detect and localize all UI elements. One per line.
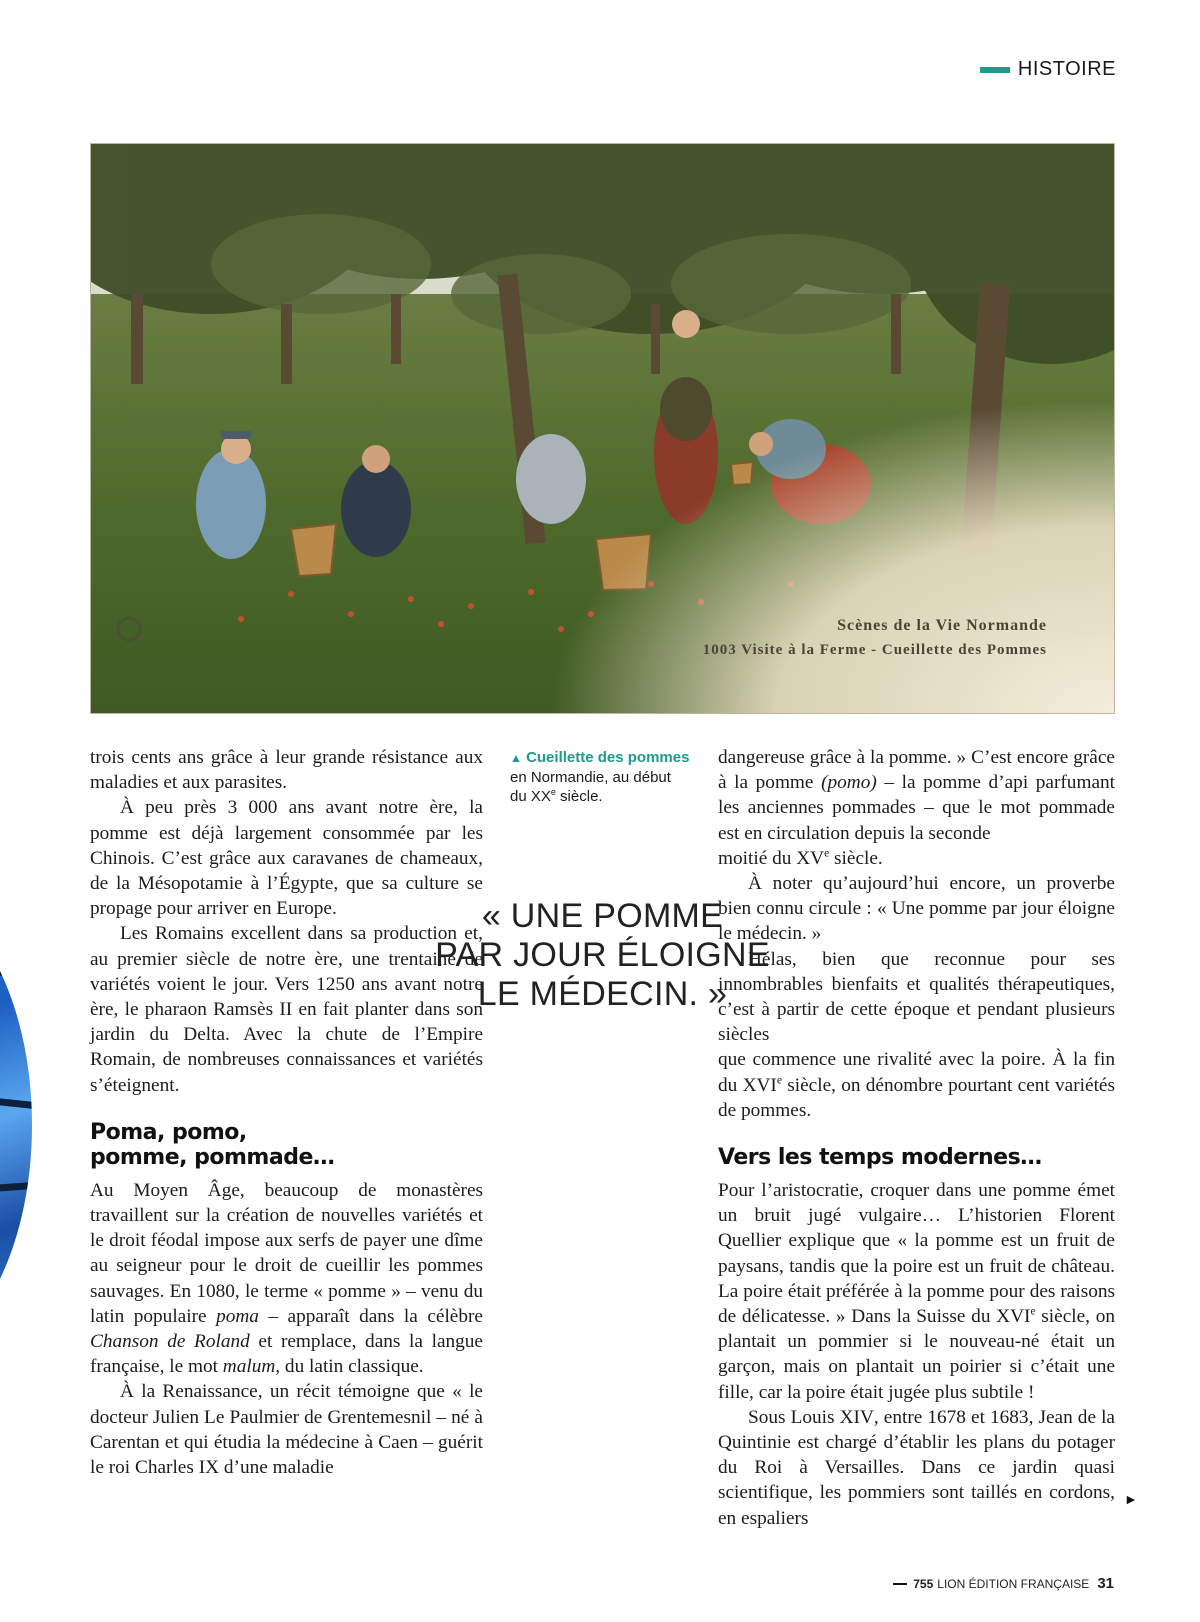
page-footer	[893, 1575, 1114, 1592]
subheading-poma: Poma, pomo, pomme, pommade…	[90, 1119, 335, 1170]
paragraph: Sous Louis XIV, entre 1678 et 1683, Jean de la Quintinie est chargé d’établir les plans du potager du Roi à Versailles. Dans ce jardin quasi scientifique, les pommiers sont taillés en cordons, en espaliers	[718, 1406, 1115, 1529]
page-number: 31	[1097, 1575, 1114, 1592]
caption-line: en Normandie, au début	[510, 769, 671, 786]
photo-caption	[510, 748, 700, 806]
continue-arrow-icon: ►	[1124, 1493, 1138, 1508]
orchard-photo	[90, 143, 1115, 714]
article-right-column	[718, 745, 1115, 1531]
paragraph: Hélas, bien que reconnue pour ses innombrables bienfaits et qualités thérapeutiques, c’est à partir de cette époque et pendant plusieurs siècles	[718, 948, 1115, 1046]
paragraph: dangereuse grâce à la pomme. » C’est encore grâce à la pomme (pomo) – la pomme d’api parfumant les anciennes pommades – que le mot pommade est en circulation depuis la seconde	[718, 747, 1115, 844]
paragraph: Pour l’aristocratie, croquer dans une pomme émet un bruit jugé vulgaire… L’historien Florent Quellier explique que « la pomme est un fruit de paysans, tandis que la poire est un fruit de château. La poire était préférée à la pomme pour des raisons de délicatesse. » Dans la Suisse du XVIe siècle, on plantait un pommier si le nouveau-né était un garçon, mais on plantait un poirier si c’était une fille, car la poire était jugée plus subtile !	[718, 1180, 1115, 1403]
paragraph: À noter qu’aujourd’hui encore, un proverbe bien connu circule : « Une pomme par jour éloigne le médecin. »	[718, 873, 1115, 945]
paragraph: Les Romains excellent dans sa production et, au premier siècle de notre ère, une trentaine de variétés voient le jour. Vers 1250 ans avant notre ère, le pharaon Ramsès II en fait planter dans son jardin du Delta. Avec la chute de l’Empire Romain, de nombreuses connaissances et variétés s’éteignent.	[90, 923, 483, 1096]
issue-number: 755	[913, 1577, 934, 1591]
photo-caption-subtitle: 1003 Visite à la Ferme - Cueillette des Pommes	[702, 642, 1047, 658]
caption-triangle-icon: ▲	[510, 751, 522, 765]
paragraph: moitié du XVe siècle.	[718, 846, 883, 869]
section-accent-bar	[980, 67, 1010, 73]
subheading-modern-times: Vers les temps modernes…	[718, 1145, 1042, 1171]
section-header	[980, 58, 1116, 81]
pull-quote: « UNE POMME PAR JOUR ÉLOIGNE LE MÉDECIN. »	[435, 897, 770, 1013]
footer-dash	[893, 1583, 907, 1585]
paragraph: trois cents ans grâce à leur grande résistance aux maladies et aux parasites.	[90, 747, 483, 794]
section-title: HISTOIRE	[1017, 58, 1116, 80]
caption-title: Cueillette des pommes	[526, 749, 690, 766]
article-left-column	[90, 745, 483, 1480]
caption-line: du XXe siècle.	[510, 787, 603, 805]
photo-caption-title: Scènes de la Vie Normande	[837, 617, 1047, 634]
paragraph: À peu près 3 000 ans avant notre ère, la pomme est déjà largement consommée par les Chinois. C’est grâce aux caravanes de chameaux, de la Mésopotamie à l’Égypte, que sa culture se propage pour arriver en Europe.	[90, 797, 483, 920]
paragraph: À la Renaissance, un récit témoigne que « le docteur Julien Le Paulmier de Grentemesnil – né à Carentan et qui étudia la médecine à Caen – guérit le roi Charles IX d’une maladie	[90, 1381, 483, 1479]
magazine-name: LION ÉDITION FRANÇAISE	[937, 1577, 1090, 1591]
paragraph: Au Moyen Âge, beaucoup de monastères travaillent sur la création de nouvelles variétés et le droit féodal impose aux serfs de payer une dîme au seigneur pour le droit de cueillir les pommes sauvages. En 1080, le terme « pomme » – venu du latin populaire poma – apparaît dans la célèbre Chanson de Roland et remplace, dans la langue française, le mot malum, du latin classique.	[90, 1179, 483, 1378]
stained-glass-decoration	[0, 890, 32, 1360]
paragraph: que commence une rivalité avec la poire. À la fin du XVIe siècle, on dénombre pourtant cent variétés de pommes.	[718, 1049, 1115, 1121]
